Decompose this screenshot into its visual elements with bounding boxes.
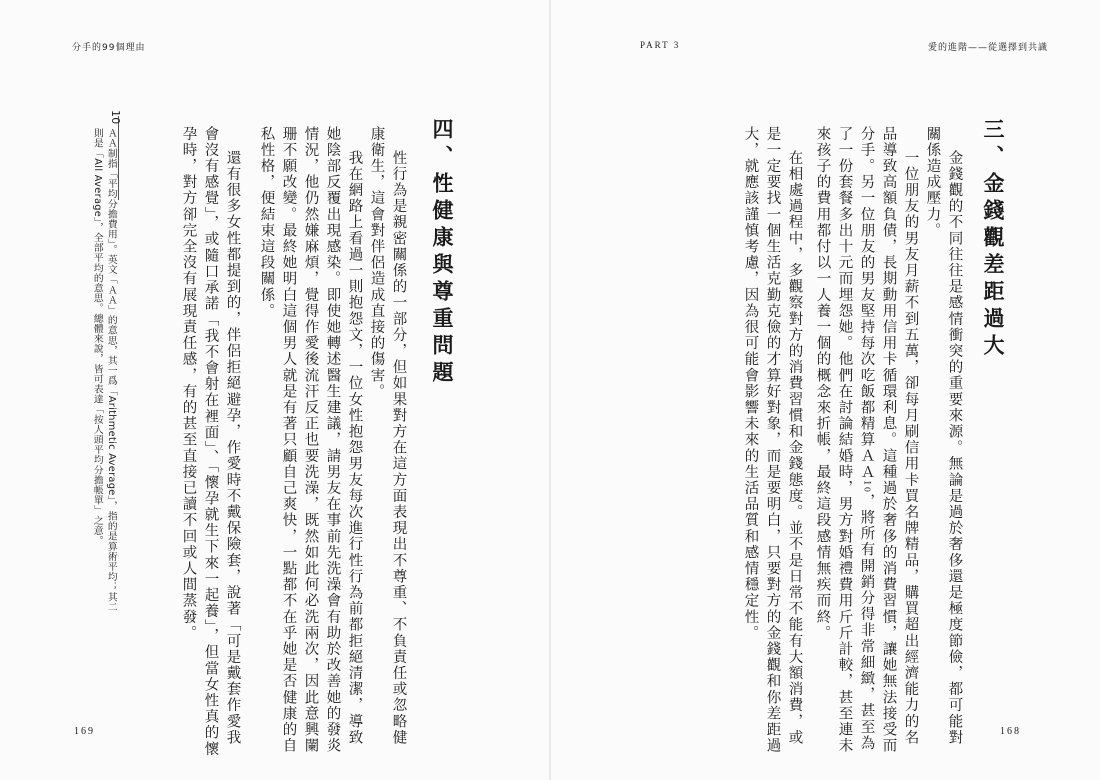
- running-header-chapter-title: 愛的進階——從選擇到共識: [928, 43, 1049, 53]
- left-page: [0, 0, 549, 780]
- footnote-number: 10: [109, 110, 122, 125]
- paragraph-column: 在相處過程中，多觀察對方的消費習慣和金錢態度。並不是日常不能有大額消費，或: [786, 150, 803, 746]
- paragraph-column: 了一份套餐多出十元而埋怨她。他們在討論結婚時，男方對婚禮費用斤斤計較，甚至連未: [836, 126, 853, 754]
- paragraph-column: 她陰部反覆出現感染。即使她轉述醫生建議，請男友在事前先洗澡會有助於改善她的發炎: [324, 126, 341, 754]
- paragraph-column: 金錢觀的不同往往是感情衝突的重要來源。無論是過於奢侈還是極度節儉，都可能對: [946, 150, 963, 746]
- book-gutter: [549, 0, 551, 780]
- paragraph-text: ，將所有開銷分得非常細緻，甚至為: [858, 493, 875, 752]
- paragraph-column: 康衛生，這會對伴侶造成直接的傷害。: [368, 126, 385, 400]
- paragraph-column: 品導致高額負債，長期動用信用卡循環利息。這種過於奢侈的消費習慣，讓她無法接受而: [880, 126, 897, 754]
- footnote-ref-10: 10: [862, 480, 872, 494]
- paragraph-column: 情況，他仍然嫌麻煩，覺得作愛後流汗反正也要洗澡，既然如此何必洗兩次，因此意興闌: [302, 126, 319, 754]
- paragraph-column: 來孩子的費用都付以一人養一個的概念來折帳，最終這段感情無疾而終。: [814, 126, 831, 642]
- paragraph-column: 珊不願改變。最終她明白這個男人就是有著只顧自己爽快，一點都不在乎她是否健康的自: [280, 126, 297, 754]
- running-header-part: PART 3: [640, 40, 681, 50]
- paragraph-column: 關係造成壓力。: [924, 126, 941, 239]
- paragraph-column: 性行為是親密關係的一部分，但如果對方在這方面表現出不尊重、不負責任或忽略健: [390, 150, 407, 746]
- paragraph-column: 一位朋友的男友月薪不到五萬，卻每月刷信用卡買名牌精品，購買超出經濟能力的名: [902, 150, 919, 746]
- paragraph-column: 私性格，便結束這段關係。: [258, 126, 275, 320]
- footnote-rule: [118, 116, 119, 200]
- paragraph-column: 孕時，對方卻完全沒有展現責任感，有的甚至直接已讀不回或人間蒸發。: [180, 126, 197, 642]
- page-number-right: 168: [1000, 726, 1021, 737]
- section-heading-money: 三、金錢觀差距過大: [981, 118, 1006, 361]
- page-number-left: 169: [74, 726, 95, 737]
- paragraph-column: 我在網路上看過一則抱怨文，一位女性抱怨男友每次進行性行為前都拒絕清潔，導致: [346, 150, 363, 746]
- paragraph-column: 還有很多女性都提到的，伴侶拒絕避孕，作愛時不戴保險套，說著「可是戴套作愛我: [224, 150, 241, 746]
- paragraph-column-with-footnote: [859, 126, 874, 751]
- footnote-text: 則是「All Average」，全部平均的意思。總體來說，皆可表達「按人頭平均分擔帳單」之意。: [91, 128, 103, 546]
- paragraph-text: 分手。另一位朋友的男友堅持每次吃飯都精算ＡＡ: [858, 126, 875, 481]
- paragraph-column: 是一定要找一個生活克勤克儉的才算好對象，而是要明白，只要對方的金錢觀和你差距過: [764, 126, 781, 754]
- running-header-book-title: 分手的99個理由: [72, 43, 146, 53]
- paragraph-column: 大，就應該謹慎考慮，因為很可能會影響未來的生活品質和感情穩定性。: [742, 126, 759, 642]
- section-heading-sexual-health: 四、性健康與尊重問題: [430, 118, 455, 388]
- footnote-text: ＡＡ制指「平均分擔費用」。英文「ＡＡ」的意思，其一爲「Arithmetic Average」，指的是算術平均；其二: [105, 128, 117, 612]
- paragraph-column: 會沒有感覺」，或隨口承諾「我不會射在裡面」、「懷孕就生下來一起養」，但當女性真的懷: [202, 126, 219, 758]
